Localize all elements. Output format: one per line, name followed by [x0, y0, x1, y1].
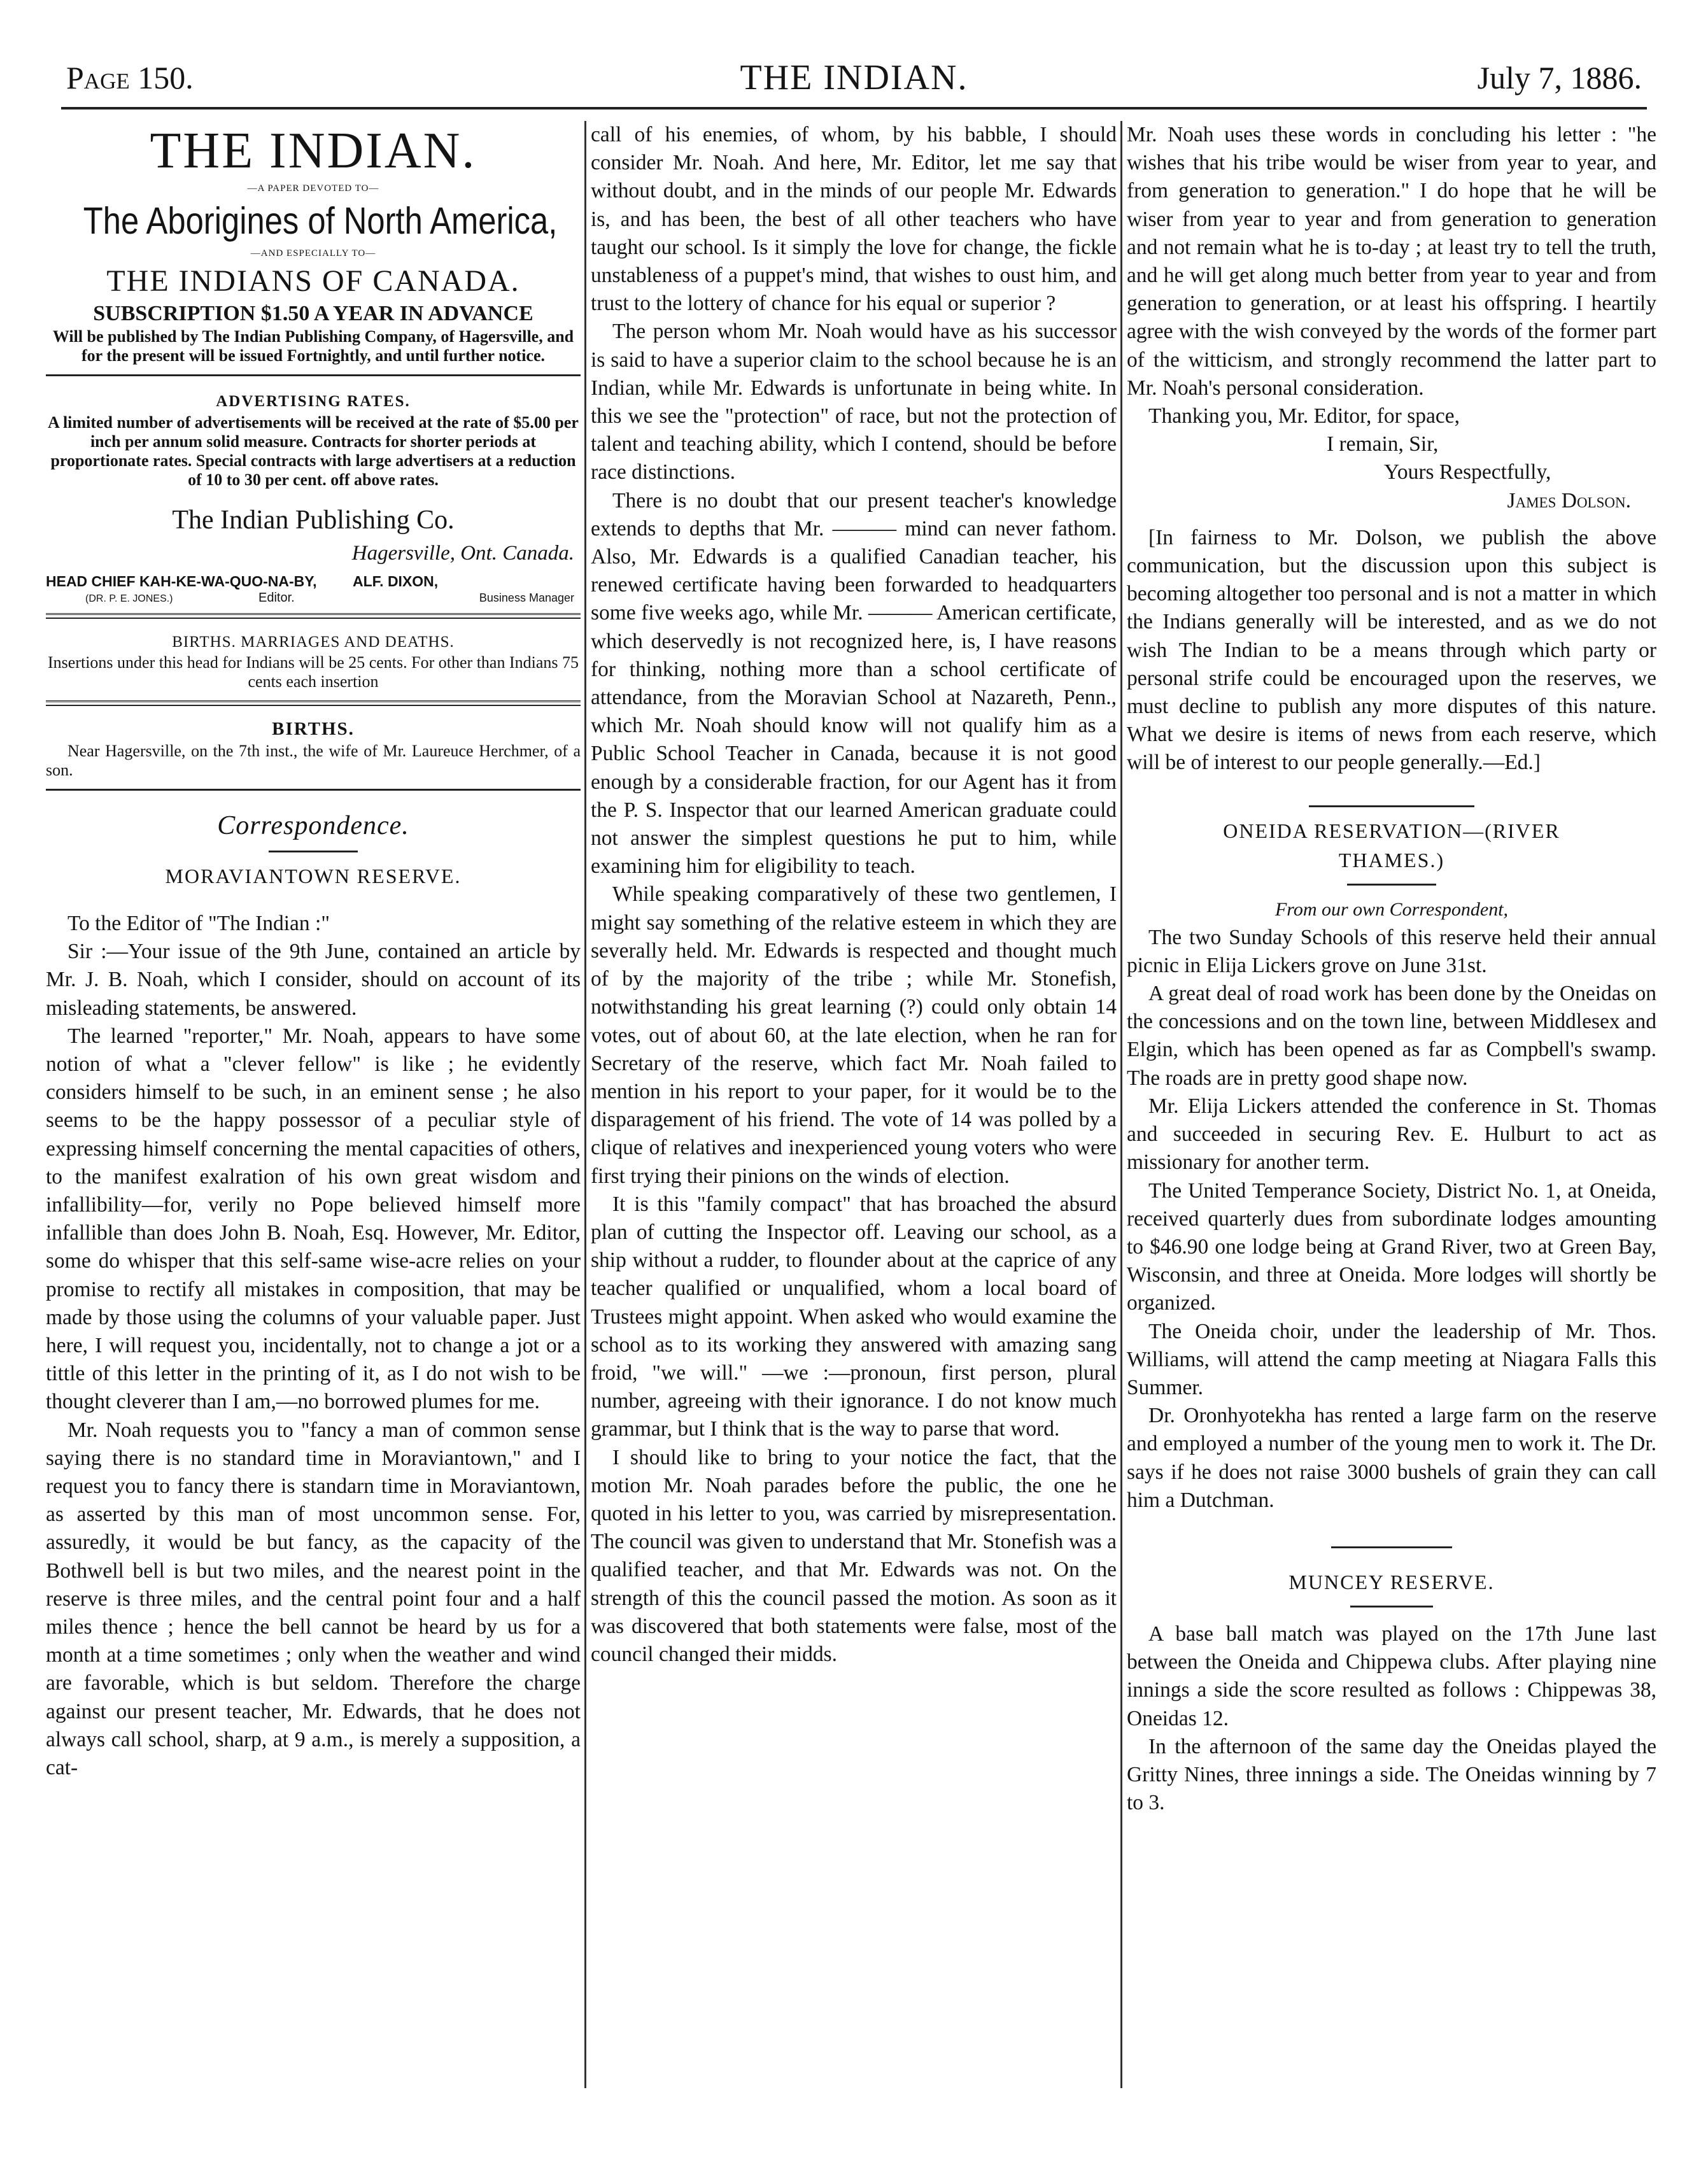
- letter-paragraph: Sir :—Your issue of the 9th June, contained an article by Mr. J. B. Noah, which I consider, should on account of its misleading statements, be answered.: [46, 940, 581, 1020]
- column-rule: [584, 121, 586, 2088]
- paper-title: THE INDIAN.: [740, 58, 968, 97]
- divider: [1350, 1606, 1433, 1607]
- page-number: Page 150.: [66, 60, 194, 95]
- divider: [269, 851, 358, 852]
- column-2: [591, 121, 1117, 2101]
- closing-remain: I remain, Sir,: [1327, 432, 1439, 456]
- editor-note: (DR. P. E. JONES.): [85, 593, 173, 604]
- letter-paragraph: Thanking you, Mr. Editor, for space,: [1148, 404, 1460, 428]
- column-3: [1127, 121, 1656, 2101]
- masthead-especially: —AND ESPECIALLY TO—: [250, 248, 376, 258]
- divider: [1309, 805, 1474, 807]
- divider: [1347, 884, 1436, 886]
- editor-title: Editor.: [258, 591, 295, 605]
- letter-paragraph: I should like to bring to your notice the fact, that the motion Mr. Noah parades before the public, the one he quoted in his letter to you, was carried by misrepresentation. The council was given to understand that Mr. Stonefish was a qualified teacher, and that Mr. Edwards was not. On the strength of this the council passed the motion. As soon as it was discovered that both statements were false, most of the council changed their midds.: [591, 1445, 1117, 1666]
- births-notice: Near Hagersville, on the 7th inst., the wife of Mr. Laureuce Herchmer, of a son.: [46, 742, 581, 779]
- letter-paragraph: call of his enemies, of whom, by his babble, I should consider Mr. Noah. And here, Mr. Editor, let me say that without doubt, and in the minds of our people Mr. Edwards is, and has been, the best of all other teachers who have taught our school. Is it simply the love for change, the fickle unstableness of a puppet's mind, that wishes to oust him, and trust to the lottery of chance for his equal or superior ?: [591, 123, 1117, 316]
- letter-paragraph: The learned "reporter," Mr. Noah, appears to have some notion of what a "clever fellow" is like ; he evidently considers himself to be such, in an eminent sense ; he also seems to be the happy possessor of a peculiar style of expressing himself concerning the mental capacities of others, to the manifest exalration of his own great wisdom and infallibility—for, verily no Pope believed himself more infallible than does John B. Noah, Esq. However, Mr. Editor, some do whisper that this self-same wise-acre relies on your promise to rectify all mistakes in composition, that may be made by those using the columns of your valuable paper. Just here, I will request you, incidentally, not to change a jot or a tittle of this letter in the printing of it, as I do not wish to be thought cleverer than I am,—no borrowed plumes for me.: [46, 1024, 581, 1414]
- divider: [46, 374, 581, 376]
- letter-paragraph: Mr. Noah uses these words in concluding his letter : "he wishes that his tribe would be wiser from year to year, and from generation to generation." I do hope that he will be wiser from year to year and from generation to generation and not remain what he is to-day ; at least try to tell the truth, and he will get along much better from year to year and from generation to generation, or at least his offspring. I heartily agree with the wish conveyed by the words of the former part of the witticism, and strongly recommend the latter part to Mr. Noah's personal consideration.: [1127, 123, 1656, 400]
- header-rule: [61, 107, 1647, 110]
- divider: [46, 613, 581, 619]
- masthead-title: THE INDIAN.: [150, 123, 477, 179]
- publishing-place: Hagersville, Ont. Canada.: [351, 542, 574, 565]
- advertising-heading: ADVERTISING RATES.: [216, 393, 411, 410]
- column-rule: [1120, 121, 1122, 2088]
- masthead-aborigines: The Aborigines of North America,: [83, 200, 558, 242]
- letter-paragraph: There is no doubt that our present teacher's knowledge extends to depths that Mr. ——— mind can never fathom. Also, Mr. Edwards is a qualified Canadian teacher, his renewed certificate having been forwarded to headquarters some five weeks ago, while Mr. ——— American certificate, which deservedly is not recognized here, is, I have reasons for thinking, nothing more than a school certificate of attendance, from the Moravian School at Nazareth, Penn., which Mr. Noah should know will not qualify him as a Public School Teacher in Canada, because it is not good enough by a considerable fraction, for our Agent has it from the P. S. Inspector that our learned American graduate could not answer the simplest questions he put to him, while examining him for eligibility to teach.: [591, 488, 1117, 879]
- letter-paragraph: The person whom Mr. Noah would have as his successor is said to have a superior claim to the school because he is an Indian, while Mr. Edwards is unfortunate in being white. In this we see the "protection" of race, but not the protection of talent and teaching ability, which I contend, should be before race distinctions.: [591, 320, 1117, 484]
- closing-yours: Yours Respectfully,: [1384, 460, 1551, 484]
- news-paragraph: The two Sunday Schools of this reserve held their annual picnic in Elija Lickers grove on June 31st.: [1127, 925, 1656, 977]
- advertising-body: A limited number of advertisements will be received at the rate of $5.00 per inch per annum solid measure. Contracts for shorter periods at proportionate rates. Special contracts with large advertisers at a reduction of 10 to 30 per cent. off above rates.: [48, 413, 579, 489]
- divider: [46, 789, 581, 791]
- letter-paragraph: Mr. Noah requests you to "fancy a man of common sense saying there is no standard time in Moraviantown," and I request you to fancy there is standarn time in Moraviantown, as asserted by this man of most uncommon sense. For, assuredly, it would be but fancy, as the capacity of the Bothwell bell is but two miles, and the nearest point in the reserve is three miles, and the central point four and a half miles thence ; hence the bell cannot be heard by us for a month at a time sometimes ; only when the weather and wind are favorable, which is but seldom. Therefore the charge against our present teacher, Mr. Edwards, that he does not always call school, sharp, at 9 a.m., is merely a supposition, a cat-: [46, 1418, 581, 1780]
- signature: James Dolson.: [1507, 488, 1631, 512]
- moraviantown-heading: MORAVIANTOWN RESERVE.: [165, 865, 462, 887]
- masthead-devoted: —A PAPER DEVOTED TO—: [247, 183, 379, 194]
- divider: [46, 700, 581, 706]
- news-paragraph: Mr. Elija Lickers attended the conference in St. Thomas and succeeded in securing Rev. E. Hulburt to act as missionary for another term.: [1127, 1094, 1656, 1175]
- news-paragraph: The United Temperance Society, District No. 1, at Oneida, received quarterly dues from subordinate lodges amounting to $46.90 one lodge being at Grand River, two at Green Bay, Wisconsin, and three at Oneida. More lodges will shortly be organized.: [1127, 1178, 1656, 1315]
- issue-date: July 7, 1886.: [1477, 60, 1642, 95]
- bmd-body: Insertions under this head for Indians will be 25 cents. For other than Indians 75 cents each insertion: [48, 653, 579, 691]
- subscription-line: SUBSCRIPTION $1.50 A YEAR IN ADVANCE: [93, 302, 533, 325]
- salutation: To the Editor of "The Indian :": [67, 912, 330, 935]
- news-paragraph: A great deal of road work has been done by the Oneidas on the concessions and on the town line, between Middlesex and Elgin, which has been opened as far as Compbell's swamp. The roads are in pretty good shape now.: [1127, 982, 1656, 1090]
- births-heading: BIRTHS.: [272, 719, 355, 739]
- correspondence-heading: Correspondence.: [217, 811, 409, 840]
- manager-title: Business Manager: [479, 591, 574, 604]
- running-head: [66, 55, 1642, 101]
- publishing-company: The Indian Publishing Co.: [172, 505, 455, 535]
- editor-name: HEAD CHIEF KAH-KE-WA-QUO-NA-BY,: [46, 573, 317, 590]
- oneida-heading: ONEIDA RESERVATION—(RIVER THAMES.): [1223, 819, 1560, 872]
- bmd-heading: BIRTHS. MARRIAGES AND DEATHS.: [172, 633, 455, 651]
- masthead-canada: THE INDIANS OF CANADA.: [106, 264, 520, 298]
- news-paragraph: Dr. Oronhyotekha has rented a large farm on the reserve and employed a number of the young men to work it. The Dr. says if he does not raise 3000 bushels of grain they can call him a Dutchman.: [1127, 1404, 1656, 1512]
- news-paragraph: A base ball match was played on the 17th June last between the Oneida and Chippewa clubs. After playing nine innings a side the score resulted as follows : Chippewas 38, Oneidas 12.: [1127, 1622, 1656, 1730]
- letter-paragraph: It is this "family compact" that has broached the absurd plan of cutting the Inspector off. Leaving our school, as a ship without a rudder, to flounder about at the caprice of any teacher qualified or unqualified, whom a local board of Trustees might appoint. When asked who would examine the school as to its working they answered with amazing sang froid, "we will." —we :—pronoun, first person, plural number, agreeing with their ignorance. I do not know much grammar, but I think that is the way to parse that word.: [591, 1192, 1117, 1441]
- letter-paragraph: While speaking comparatively of these two gentlemen, I might say something of the relative esteem in which they are severally held. Mr. Edwards is respected and thought much of by the majority of the tribe ; while Mr. Stonefish, notwithstanding his great learning (?) could only obtain 14 votes, out of about 60, at the late election, when he ran for Secretary of the reserve, which fact Mr. Noah failed to mention in his report to your paper, for it would be to the disparagement of his friend. The vote of 14 was polled by a clique of relatives and inexperienced young voters who were first trying their pinions on the winds of election.: [591, 882, 1117, 1188]
- column-1: [46, 121, 581, 2101]
- muncey-heading: MUNCEY RESERVE.: [1288, 1570, 1495, 1593]
- editor-note: [In fairness to Mr. Dolson, we publish the above communication, but the discussion upon this subject is becoming altogether too personal and is not a matter in which the Indians generally will be interested, and as we do not wish The Indian to be a means through which party or personal strife could be encouraged upon the reserves, we must decline to publish any more disputes of this nature. What we desire is items of news from each reserve, which will be of interest to our people generally.—Ed.]: [1127, 525, 1656, 775]
- news-paragraph: The Oneida choir, under the leadership of Mr. Thos. Williams, will attend the camp meeting at Niagara Falls this Summer.: [1127, 1319, 1656, 1399]
- news-paragraph: In the afternoon of the same day the Oneidas played the Gritty Nines, three innings a side. The Oneidas winning by 7 to 3.: [1127, 1734, 1656, 1815]
- divider: [1331, 1546, 1452, 1548]
- oneida-byline: From our own Correspondent,: [1274, 898, 1509, 920]
- staff-line: [46, 567, 581, 604]
- publisher-note: Will be published by The Indian Publishing Company, of Hagersville, and for the present will be issued Fortnightly, and until further notice.: [52, 327, 574, 365]
- manager-name: ALF. DIXON,: [353, 573, 439, 590]
